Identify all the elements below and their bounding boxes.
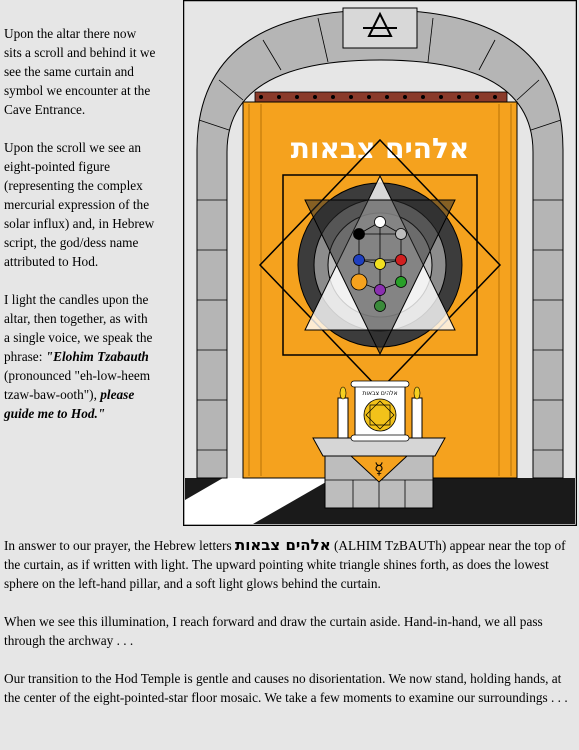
phrase-intro: I light the candles upon the altar, then together, as with a single voice, we speak the phrase:	[4, 292, 153, 364]
phrase-elohim: "Elohim Tzabauth	[45, 349, 149, 364]
candle-left	[338, 398, 348, 438]
mercury-symbol-icon: ☿	[374, 459, 384, 478]
left-text-column	[4, 24, 156, 442]
scroll-star-circle	[364, 399, 396, 431]
scroll-hebrew: אלהים צבאות	[362, 390, 398, 397]
bottom-text	[4, 536, 574, 726]
phrase-pronunciation: (pronounced "eh-low-heem tzaw-baw-ooth"),	[4, 368, 151, 402]
answer-rest: (ALHIM TzBAUTh) appear near the top of the curtain, as if written with light. The upward pointing white triangle shines forth, as does the lowest sphere on the left-hand pillar, and a soft light glows behind the curtain.	[4, 538, 566, 591]
paragraph-phrase	[4, 290, 156, 423]
answer-intro: In answer to our prayer, the Hebrew letters	[4, 538, 232, 553]
paragraph-transition: Our transition to the Hod Temple is gentle and causes no disorientation. We now stand, holding hands, at the center of the eight-pointed-star floor mosaic. We take a few moments to examine our surroundings . . .	[4, 671, 568, 705]
paragraph-illumination: When we see this illumination, I reach forward and draw the curtain aside. Hand-in-hand, we all pass through the archway . . .	[4, 614, 543, 648]
paragraph-eight-pointed-figure: Upon the scroll we see an eight-pointed figure (representing the complex mercurial expression of the solar influx) and, in Hebrew script, the god/dess name attributed to Hod.	[4, 140, 155, 269]
hebrew-banner: אלהים צבאות	[290, 132, 470, 165]
paragraph-answer	[4, 536, 574, 593]
temple-illustration	[183, 0, 577, 526]
paragraph-altar-scroll: Upon the altar there now sits a scroll and behind it we see the same curtain and symbol we encounter at the Cave Entrance.	[4, 26, 156, 117]
candle-right	[412, 398, 422, 438]
curtain-rod	[255, 92, 507, 102]
inline-hebrew: אלהים צבאות	[234, 536, 331, 554]
phrase-guide: please guide me to Hod."	[4, 387, 135, 421]
